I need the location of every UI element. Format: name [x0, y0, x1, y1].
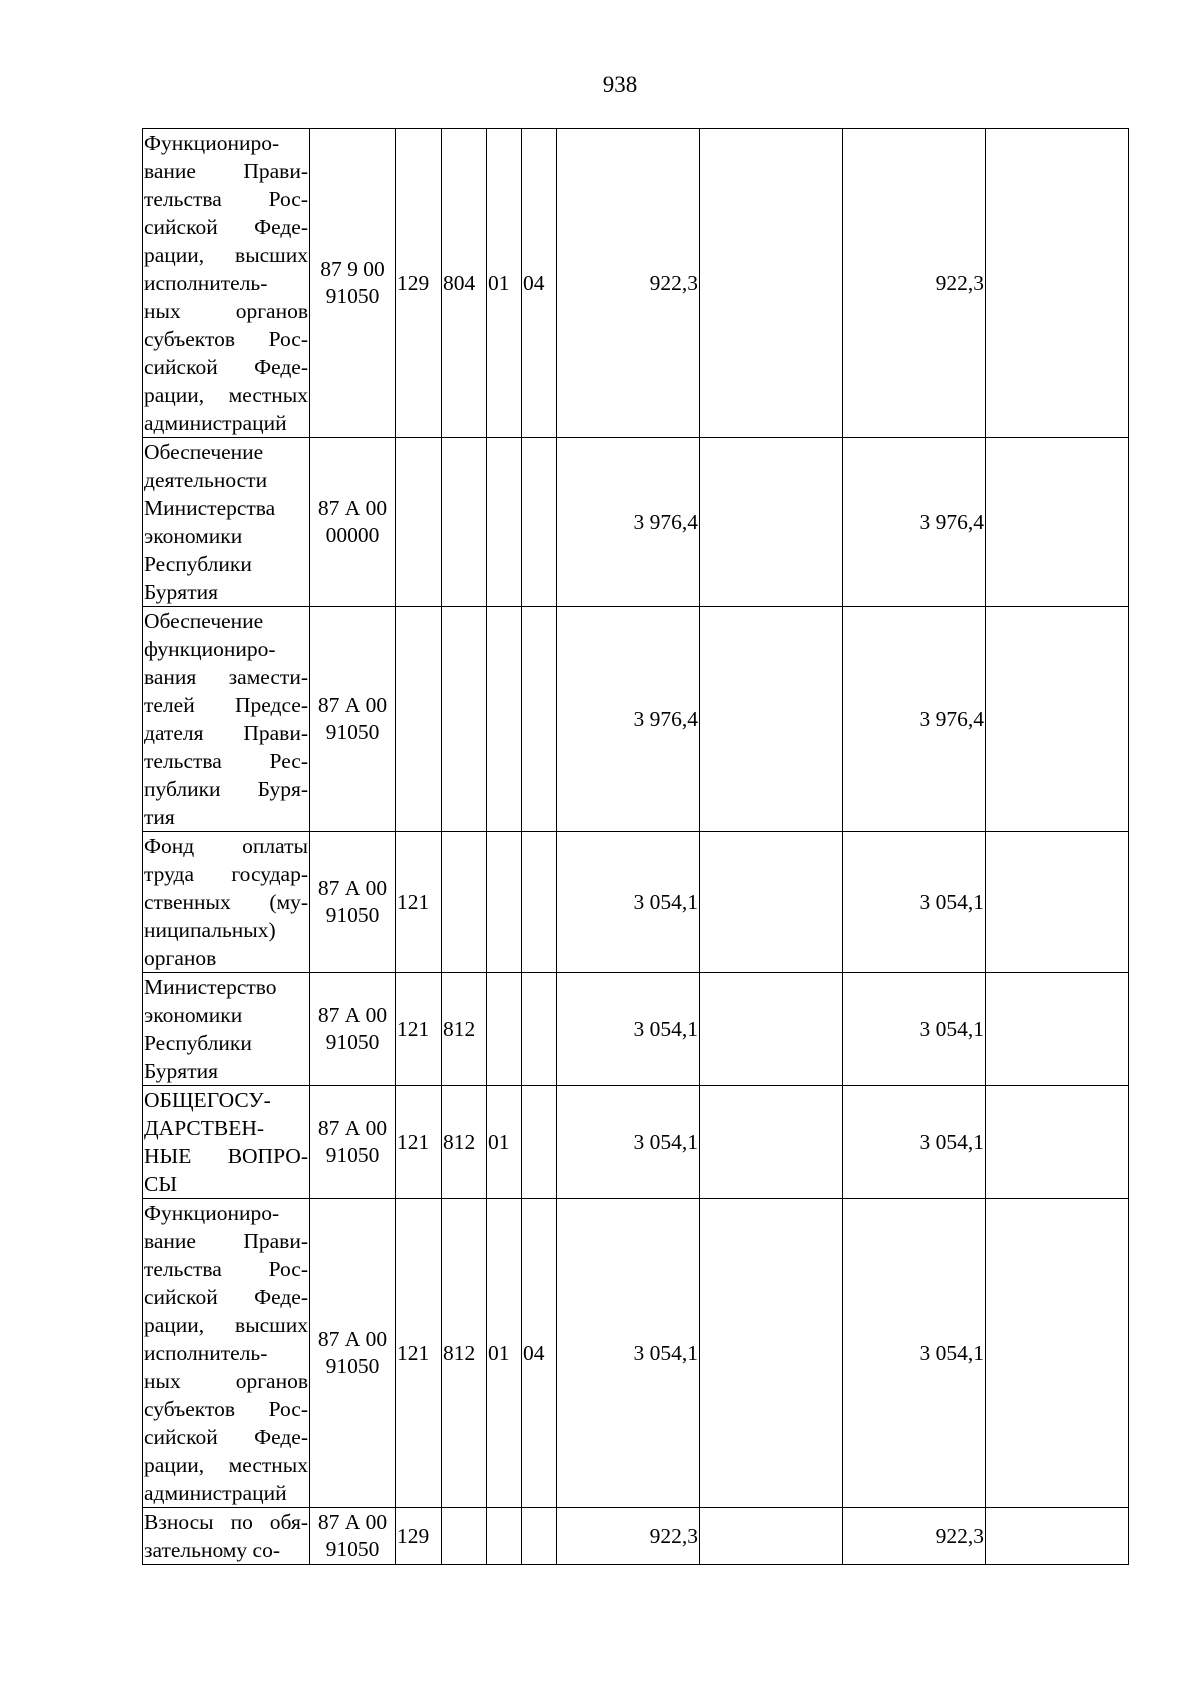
page-number: 938: [602, 72, 638, 97]
name-line: Республики: [144, 1031, 252, 1055]
name-line: экономики: [144, 1003, 243, 1027]
table-row: [143, 129, 1129, 438]
csr-line: 91050: [325, 720, 380, 744]
table-row: [143, 973, 1129, 1086]
name-line: ственных (му-: [144, 890, 308, 914]
cell-vr: [396, 607, 442, 832]
cell-sum-2: 3 054,1: [843, 1199, 986, 1508]
cell-sum-1: 3 054,1: [557, 973, 700, 1086]
name-line: деятельности: [144, 468, 268, 492]
name-line: органов: [144, 946, 217, 970]
cell-sum-1: 922,3: [557, 1508, 700, 1565]
cell-csr: [310, 129, 396, 438]
cell-sum-1: 3 054,1: [557, 1199, 700, 1508]
cell-empty: [700, 832, 843, 973]
cell-grbs: 812: [442, 973, 487, 1086]
name-line: рации, высших: [144, 1313, 308, 1337]
csr-line: 87 А 00: [317, 1510, 388, 1534]
name-line: Функциониро-: [144, 1201, 280, 1225]
cell-sum-2: 3 054,1: [843, 1086, 986, 1199]
name-line: дателя Прави-: [144, 721, 308, 745]
name-line: Бурятия: [144, 1059, 218, 1083]
name-line: сийской Феде-: [144, 355, 308, 379]
table-row: [143, 607, 1129, 832]
csr-line: 87 9 00: [320, 257, 385, 281]
name-line: Министерство: [144, 975, 277, 999]
cell-sum-2: 3 054,1: [843, 832, 986, 973]
csr-line: 91050: [325, 1537, 380, 1561]
name-line: вание Прави-: [144, 1229, 308, 1253]
table-row: [143, 438, 1129, 607]
csr-line: 91050: [325, 1030, 380, 1054]
name-line: ных органов: [144, 1369, 308, 1393]
cell-pr: [522, 607, 557, 832]
cell-pr: 04: [522, 129, 557, 438]
cell-vr: 129: [396, 1508, 442, 1565]
cell-pr: [522, 832, 557, 973]
cell-csr: [310, 607, 396, 832]
name-line: Фонд оплаты: [144, 834, 308, 858]
table-row: [143, 1199, 1129, 1508]
name-line: рации, местных: [144, 1453, 308, 1477]
cell-grbs: 812: [442, 1199, 487, 1508]
cell-empty: [986, 129, 1129, 438]
cell-csr: [310, 832, 396, 973]
cell-vr: 129: [396, 129, 442, 438]
csr-line: 87 А 00: [317, 496, 388, 520]
cell-grbs: [442, 438, 487, 607]
name-line: вания замести-: [144, 665, 308, 689]
csr-line: 00000: [325, 523, 380, 547]
cell-csr: [310, 973, 396, 1086]
csr-line: 91050: [325, 1354, 380, 1378]
name-line: сийской Феде-: [144, 1425, 308, 1449]
cell-csr: [310, 438, 396, 607]
budget-table: [142, 128, 1129, 1565]
cell-rz: [487, 607, 522, 832]
cell-rz: 01: [487, 1086, 522, 1199]
cell-empty: [986, 607, 1129, 832]
cell-sum-1: 3 054,1: [557, 832, 700, 973]
name-line: сийской Феде-: [144, 1285, 308, 1309]
cell-sum-2: 3 054,1: [843, 973, 986, 1086]
table-row: [143, 1508, 1129, 1565]
cell-vr: 121: [396, 1086, 442, 1199]
cell-vr: 121: [396, 973, 442, 1086]
table-row: [143, 832, 1129, 973]
cell-sum-1: 922,3: [557, 129, 700, 438]
cell-empty: [700, 1508, 843, 1565]
name-line: администраций: [144, 1481, 287, 1505]
name-line: рации, местных: [144, 383, 308, 407]
cell-sum-2: 922,3: [843, 1508, 986, 1565]
cell-grbs: [442, 832, 487, 973]
cell-empty: [986, 1508, 1129, 1565]
cell-name: [143, 129, 310, 438]
name-line: исполнитель-: [144, 1341, 268, 1365]
cell-sum-1: 3 054,1: [557, 1086, 700, 1199]
cell-name: [143, 832, 310, 973]
cell-empty: [700, 129, 843, 438]
csr-line: 87 А 00: [317, 876, 388, 900]
name-line: тельства Рос-: [144, 187, 308, 211]
name-line: рации, высших: [144, 243, 308, 267]
name-line: публики Буря-: [144, 777, 308, 801]
cell-rz: [487, 832, 522, 973]
cell-empty: [986, 438, 1129, 607]
cell-name: [143, 973, 310, 1086]
cell-grbs: [442, 607, 487, 832]
name-line: Республики: [144, 552, 252, 576]
cell-vr: [396, 438, 442, 607]
cell-csr: [310, 1508, 396, 1565]
name-line: тельства Рос-: [144, 1257, 308, 1281]
cell-empty: [700, 607, 843, 832]
cell-name: [143, 607, 310, 832]
table-body: [143, 129, 1129, 1565]
name-line: труда государ-: [144, 862, 308, 886]
cell-name: [143, 1086, 310, 1199]
name-line: ОБЩЕГОСУ-: [144, 1088, 271, 1112]
name-line: ниципальных): [144, 918, 276, 942]
cell-rz: [487, 438, 522, 607]
csr-line: 91050: [325, 903, 380, 927]
name-line: Обеспечение: [144, 609, 264, 633]
csr-line: 91050: [325, 1143, 380, 1167]
cell-sum-2: 3 976,4: [843, 438, 986, 607]
cell-vr: 121: [396, 832, 442, 973]
name-line: администраций: [144, 411, 287, 435]
cell-sum-2: 922,3: [843, 129, 986, 438]
name-line: сийской Феде-: [144, 215, 308, 239]
name-line: Бурятия: [144, 580, 218, 604]
cell-pr: [522, 1086, 557, 1199]
cell-rz: [487, 973, 522, 1086]
cell-csr: [310, 1086, 396, 1199]
csr-line: 87 А 00: [317, 1116, 388, 1140]
cell-empty: [700, 1199, 843, 1508]
cell-empty: [700, 438, 843, 607]
name-line: Министерства: [144, 496, 276, 520]
cell-sum-2: 3 976,4: [843, 607, 986, 832]
cell-pr: [522, 1508, 557, 1565]
cell-pr: [522, 973, 557, 1086]
name-line: Обеспечение: [144, 440, 264, 464]
cell-rz: [487, 1508, 522, 1565]
name-line: Взносы по обя-: [144, 1510, 308, 1534]
cell-pr: [522, 438, 557, 607]
table-row: [143, 1086, 1129, 1199]
cell-sum-1: 3 976,4: [557, 438, 700, 607]
name-line: телей Предсе-: [144, 693, 308, 717]
cell-empty: [986, 973, 1129, 1086]
name-line: функциониро-: [144, 637, 276, 661]
cell-empty: [986, 832, 1129, 973]
csr-line: 87 А 00: [317, 1327, 388, 1351]
cell-pr: 04: [522, 1199, 557, 1508]
name-line: экономики: [144, 524, 243, 548]
name-line: субъектов Рос-: [144, 327, 308, 351]
name-line: субъектов Рос-: [144, 1397, 308, 1421]
csr-line: 91050: [325, 284, 380, 308]
cell-csr: [310, 1199, 396, 1508]
name-line: ных органов: [144, 299, 308, 323]
name-line: тельства Рес-: [144, 749, 308, 773]
cell-sum-1: 3 976,4: [557, 607, 700, 832]
cell-grbs: 812: [442, 1086, 487, 1199]
name-line: исполнитель-: [144, 271, 268, 295]
cell-empty: [700, 1086, 843, 1199]
cell-grbs: 804: [442, 129, 487, 438]
name-line: зательному со-: [144, 1538, 280, 1562]
name-line: СЫ: [144, 1172, 178, 1196]
cell-rz: 01: [487, 129, 522, 438]
cell-vr: 121: [396, 1199, 442, 1508]
csr-line: 87 А 00: [317, 1003, 388, 1027]
cell-rz: 01: [487, 1199, 522, 1508]
cell-grbs: [442, 1508, 487, 1565]
name-line: вание Прави-: [144, 159, 308, 183]
cell-empty: [986, 1199, 1129, 1508]
name-line: НЫЕ ВОПРО-: [144, 1144, 308, 1168]
csr-line: 87 А 00: [317, 693, 388, 717]
cell-name: [143, 438, 310, 607]
name-line: тия: [144, 805, 175, 829]
cell-empty: [986, 1086, 1129, 1199]
name-line: Функциониро-: [144, 131, 280, 155]
name-line: ДАРСТВЕН-: [144, 1116, 265, 1140]
cell-empty: [700, 973, 843, 1086]
cell-name: [143, 1199, 310, 1508]
cell-name: [143, 1508, 310, 1565]
